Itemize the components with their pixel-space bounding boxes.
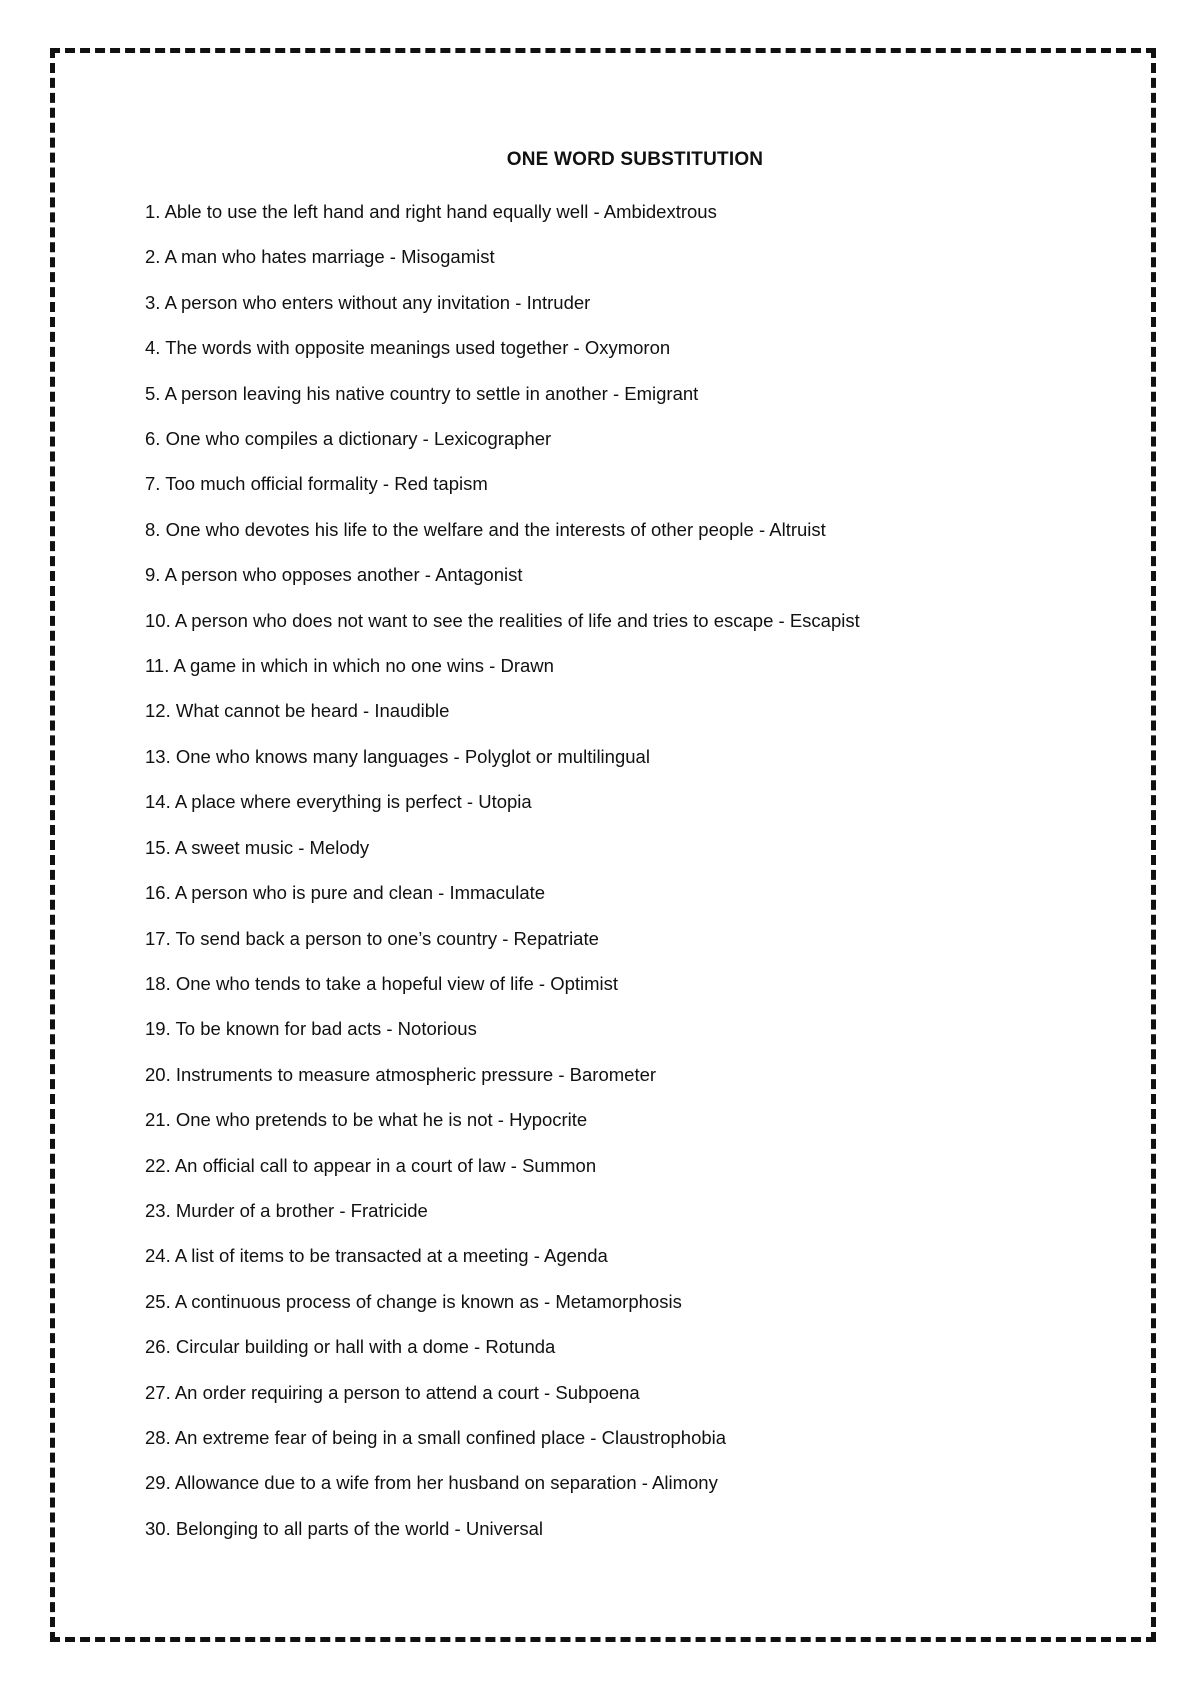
document-title: ONE WORD SUBSTITUTION (506, 149, 764, 170)
entry-definition: A person who enters without any invitation (164, 291, 511, 313)
entry-number: 9 . (145, 564, 165, 585)
list-item (145, 1415, 1105, 1460)
entry-number: 25 . (145, 1291, 175, 1312)
entry-word: - Antagonist (420, 564, 523, 585)
list-item (145, 1097, 1105, 1142)
entry-word: - Emigrant (608, 383, 698, 404)
entry-word: - Alimony (637, 1472, 718, 1493)
entry-number: 6 . (145, 428, 166, 449)
entry-word: - Fratricide (334, 1200, 428, 1221)
list-item (145, 507, 1105, 552)
entry-definition: A person who is pure and clean (174, 882, 433, 904)
entry-definition: A list of items to be transacted at a meeting (174, 1245, 529, 1267)
list-item (145, 416, 1105, 461)
entry-number: 20 . (145, 1064, 176, 1085)
list-item (145, 598, 1105, 643)
entry-definition: To send back a person to one’s country (175, 927, 498, 949)
list-item (145, 280, 1105, 325)
list-item (145, 1279, 1105, 1324)
entry-definition: Allowance due to a wife from her husband on separation (174, 1472, 637, 1494)
entry-definition: An order requiring a person to attend a court (174, 1381, 539, 1403)
list-item (145, 779, 1105, 824)
list-item (145, 1460, 1105, 1505)
entry-number: 16 . (145, 882, 175, 903)
entry-word: - Repatriate (497, 928, 599, 949)
entry-word: - Inaudible (358, 700, 450, 721)
entry-list (145, 189, 1105, 1551)
entry-number: 3 . (145, 292, 165, 313)
entry-word: - Hypocrite (493, 1109, 588, 1130)
entry-number: 30 . (145, 1518, 176, 1539)
list-item (145, 734, 1105, 779)
entry-word: - Drawn (484, 655, 554, 676)
entry-number: 8 . (145, 519, 166, 540)
entry-number: 28 . (145, 1427, 175, 1448)
entry-definition: A game in which in which no one wins (173, 655, 485, 677)
list-item (145, 189, 1105, 234)
list-item (145, 1052, 1105, 1097)
entry-number: 15 . (145, 837, 175, 858)
list-item (145, 1370, 1105, 1415)
entry-word: - Altruist (754, 519, 826, 540)
entry-definition: Circular building or hall with a dome (175, 1336, 469, 1358)
entry-number: 4 . (145, 337, 165, 358)
entry-definition: Belonging to all parts of the world (175, 1517, 450, 1539)
entry-word: - Claustrophobia (585, 1427, 726, 1448)
entry-number: 7 . (145, 473, 165, 494)
entry-word: - Rotunda (469, 1336, 555, 1357)
entry-number: 24 . (145, 1245, 175, 1266)
entry-word: - Barometer (553, 1064, 656, 1085)
entry-definition: Too much official formality (165, 473, 378, 495)
entry-number: 19 . (145, 1018, 176, 1039)
entry-definition: A continuous process of change is known as (174, 1290, 539, 1312)
entry-number: 22 . (145, 1155, 175, 1176)
entry-definition: Murder of a brother (175, 1199, 335, 1221)
entry-word: - Optimist (534, 973, 618, 994)
entry-definition: One who pretends to be what he is not (175, 1109, 493, 1131)
entry-word: - Notorious (381, 1018, 477, 1039)
entry-word: - Agenda (529, 1245, 608, 1266)
list-item (145, 643, 1105, 688)
entry-definition: A sweet music (174, 836, 294, 858)
entry-word: - Polyglot or multilingual (448, 746, 650, 767)
entry-number: 2 . (145, 246, 165, 267)
list-item (145, 461, 1105, 506)
entry-word: - Universal (449, 1518, 543, 1539)
entry-definition: An official call to appear in a court of law (174, 1154, 506, 1176)
entry-word: - Immaculate (433, 882, 545, 903)
list-item (145, 1324, 1105, 1369)
entry-number: 14 . (145, 791, 175, 812)
entry-word: - Oxymoron (568, 337, 670, 358)
entry-definition: One who devotes his life to the welfare and the interests of other people (165, 518, 754, 540)
list-item (145, 961, 1105, 1006)
list-item (145, 1188, 1105, 1233)
list-item (145, 1143, 1105, 1188)
entry-word: - Summon (506, 1155, 596, 1176)
entry-word: - Lexicographer (418, 428, 552, 449)
entry-definition: One who tends to take a hopeful view of life (175, 972, 534, 994)
list-item (145, 325, 1105, 370)
entry-number: 17 . (145, 928, 176, 949)
entry-definition: An extreme fear of being in a small confined place (174, 1426, 586, 1448)
entry-word: - Melody (293, 837, 369, 858)
entry-number: 11 . (145, 655, 173, 676)
list-item (145, 1506, 1105, 1551)
document-body (145, 145, 1105, 1551)
entry-definition: A person who does not want to see the realities of life and tries to escape (174, 609, 774, 631)
entry-definition: Able to use the left hand and right hand equally well (164, 201, 589, 222)
entry-number: 27 . (145, 1382, 175, 1403)
entry-word: - Utopia (462, 791, 532, 812)
entry-definition: To be known for bad acts (175, 1018, 382, 1040)
entry-number: 5 . (145, 383, 165, 404)
entry-number: 23 . (145, 1200, 176, 1221)
entry-word: - Escapist (773, 610, 859, 631)
entry-word: - Subpoena (539, 1382, 640, 1403)
entry-number: 12 . (145, 700, 176, 721)
list-item (145, 234, 1105, 279)
entry-word: - Red tapism (378, 473, 488, 494)
list-item (145, 870, 1105, 915)
entry-number: 26 . (145, 1336, 176, 1357)
entry-number: 10 . (145, 610, 175, 631)
entry-definition: A place where everything is perfect (174, 791, 462, 813)
entry-word: - Misogamist (385, 246, 495, 267)
entry-number: 13 . (145, 746, 176, 767)
entry-number: 18 . (145, 973, 176, 994)
entry-definition: One who compiles a dictionary (165, 428, 418, 450)
entry-word: - Metamorphosis (539, 1291, 682, 1312)
entry-definition: A person leaving his native country to settle in another (164, 382, 608, 404)
list-item (145, 1006, 1105, 1051)
list-item (145, 688, 1105, 733)
entry-definition: One who knows many languages (175, 745, 449, 767)
list-item (145, 371, 1105, 416)
list-item (145, 552, 1105, 597)
entry-definition: Instruments to measure atmospheric pressure (175, 1063, 554, 1085)
entry-definition: A person who opposes another (164, 564, 420, 586)
entry-definition: What cannot be heard (175, 700, 358, 722)
entry-definition: A man who hates marriage (164, 246, 385, 268)
entry-number: 29 . (145, 1472, 175, 1493)
list-item (145, 1233, 1105, 1278)
entry-word: - Intruder (510, 292, 590, 313)
list-item (145, 916, 1105, 961)
entry-definition: The words with opposite meanings used together (165, 337, 569, 359)
entry-number: 21 . (145, 1109, 176, 1130)
entry-number: 1 . (145, 201, 165, 222)
list-item (145, 825, 1105, 870)
entry-word: - Ambidextrous (588, 201, 717, 222)
